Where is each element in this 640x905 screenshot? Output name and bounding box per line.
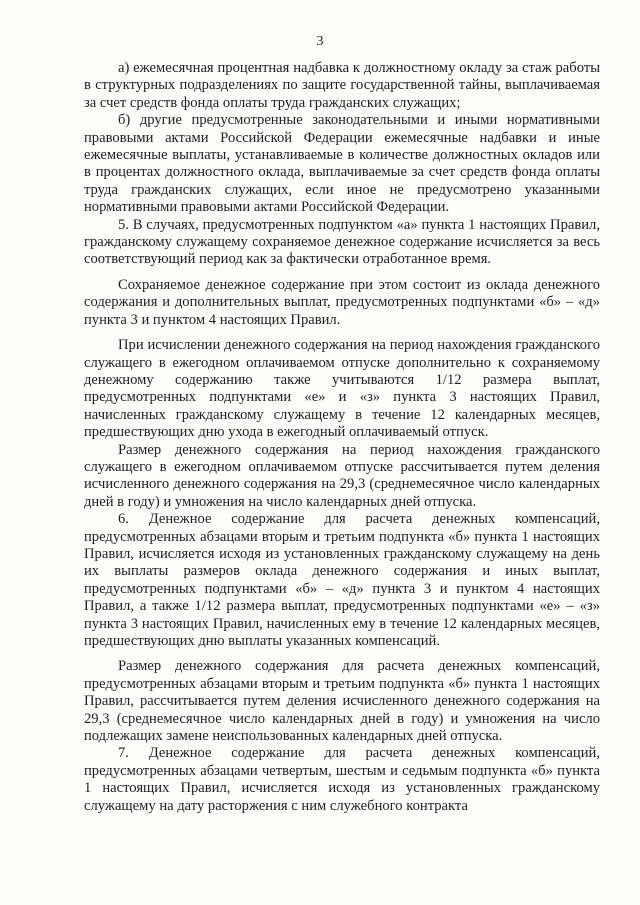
paragraph-gap bbox=[84, 269, 600, 277]
paragraph-5-vacation-calculation: При исчислении денежного содержания на период нахождения гражданского служащего в ежегодном оплачиваемом отпуске дополнительно к сохраняемому денежному содержанию также учитываются 1/12 размера выплат, предусмотренных подпунктами «е» и «з» пункта 3 настоящих Правил, начисленных гражданскому служащему в течение 12 календарных месяцев, предшествующих дню ухода в ежегодный оплачиваемый отпуск. bbox=[84, 337, 600, 441]
paragraph-7: 7. Денежное содержание для расчета денежных компенсаций, предусмотренных абзацами четвертым, шестым и седьмым подпункта «б» пункта 1 настоящих Правил, исчисляется исходя из установленных гражданскому служащему на дату расторжения с ним служебного контракта bbox=[84, 745, 600, 814]
paragraph-4a-subitem-a: а) ежемесячная процентная надбавка к должностному окладу за стаж работы в структурных подразделениях по защите государственной тайны, выплачиваемая за счет средств фонда оплаты труда гражданских служащих; bbox=[84, 60, 600, 111]
paragraph-5: 5. В случаях, предусмотренных подпунктом «а» пункта 1 настоящих Правил, гражданскому служащему сохраняемое денежное содержание исчисляется за весь соответствующий период как за фактически отработанное время. bbox=[84, 216, 600, 268]
paragraph-4b-subitem-b: б) другие предусмотренные законодательными и иными нормативными правовыми актами Российской Федерации ежемесячные надбавки и иные ежемесячные выплаты, устанавливаемые в количестве должностных окладов или в процентах должностного оклада, выплачиваемые за счет средств фонда оплаты труда гражданских служащих, если иное не предусмотрено указанными нормативными правовыми актами Российской Федерации. bbox=[84, 112, 600, 216]
paragraph-gap bbox=[84, 329, 600, 337]
paragraph-5-vacation-amount: Размер денежного содержания на период нахождения гражданского служащего в ежегодном оплачиваемом отпуске рассчитывается путем деления исчисленного денежного содержания на 29,3 (среднемесячное число календарных дней в году) и умножения на число календарных дней отпуска. bbox=[84, 441, 600, 510]
document-body bbox=[84, 60, 600, 815]
page-number: 3 bbox=[316, 34, 324, 49]
paragraph-6: 6. Денежное содержание для расчета денежных компенсаций, предусмотренных абзацами вторым и третьим подпункта «б» пункта 1 настоящих Правил, исчисляется исходя из установленных гражданскому служащему на день их выплаты размеров оклада денежного содержания и иных выплат, предусмотренных подпунктами «б» – «д» пункта 3 и пунктом 4 настоящих Правил, а также 1/12 размера выплат, предусмотренных подпунктами «е» – «з» пункта 3 настоящих Правил, начисленных ему в течение 12 календарных месяцев, предшествующих дню выплаты указанных компенсаций. bbox=[84, 511, 600, 649]
paragraph-gap bbox=[84, 650, 600, 658]
paragraph-5-preserved-salary: Сохраняемое денежное содержание при этом состоит из оклада денежного содержания и дополнительных выплат, предусмотренных подпунктами «б» – «д» пункта 3 и пунктом 4 настоящих Правил. bbox=[84, 276, 600, 328]
paragraph-6-compensation-amount: Размер денежного содержания для расчета денежных компенсаций, предусмотренных абзацами вторым и третьим подпункта «б» пункта 1 настоящих Правил, рассчитывается путем деления исчисленного денежного содержания на 29,3 (среднемесячное число календарных дней в году) и умножения на число подлежащих замене неиспользованных календарных дней отпуска. bbox=[84, 658, 600, 745]
